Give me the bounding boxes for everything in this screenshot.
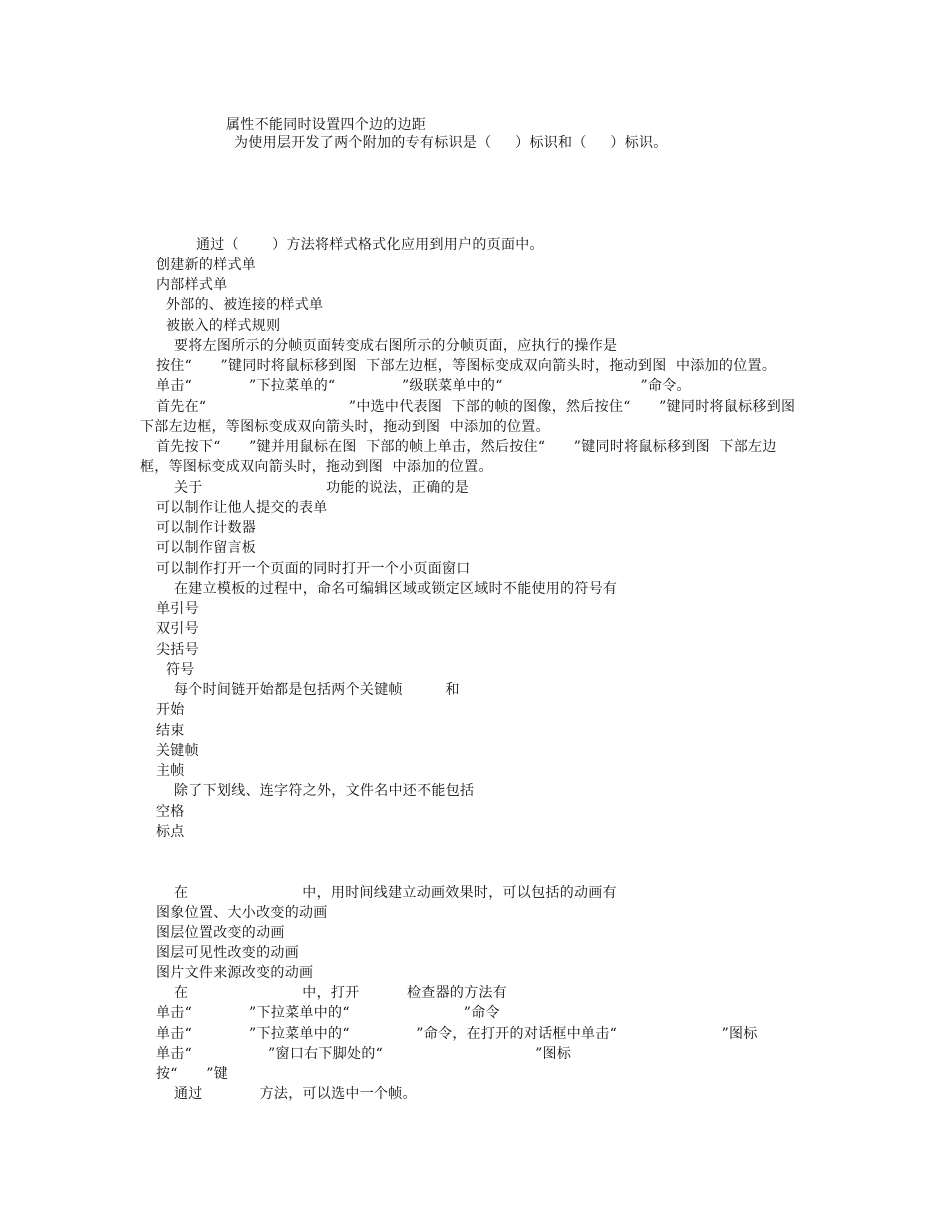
text-line: 结束 xyxy=(156,723,185,739)
text-line: 图片文件来源改变的动画 xyxy=(156,965,314,981)
text-line: 被嵌入的样式规则 xyxy=(166,318,281,334)
text-line: 按住“ ”键同时将鼠标移到图 下部左边框，等图标变成双向箭头时，拖动到图 中添加的位置。 xyxy=(156,358,777,374)
text-line: 可以制作留言板 xyxy=(156,540,257,556)
text-line: 下部左边框，等图标变成双向箭头时，拖动到图 中添加的位置。 xyxy=(140,419,550,435)
text-line: 要将左图所示的分帧页面转变成右图所示的分帧页面，应执行的操作是 xyxy=(174,338,618,354)
text-line: 首先在“ ”中选中代表图 下部的帧的图像，然后按住“ ”键同时将鼠标移到图 xyxy=(156,399,796,415)
text-line: 标点 xyxy=(156,824,185,840)
text-line: 单击“ ”下拉菜单中的“ ”命令 xyxy=(156,1005,500,1021)
text-line: 单击“ ”下拉菜单中的“ ”命令，在打开的对话框中单击“ ”图标 xyxy=(156,1026,758,1042)
text-line: 关键帧 xyxy=(156,743,199,759)
text-line: 每个时间链开始都是包括两个关键帧 和 xyxy=(174,682,460,698)
text-line: 单击“ ”窗口右下脚处的“ ”图标 xyxy=(156,1046,572,1062)
text-line: 主帧 xyxy=(156,763,185,779)
text-line: 空格 xyxy=(156,804,185,820)
text-line: 图层可见性改变的动画 xyxy=(156,945,299,961)
text-line: 开始 xyxy=(156,702,185,718)
text-line: 尖括号 xyxy=(156,642,199,658)
text-line: 为使用层开发了两个附加的专有标识是（ ）标识和（ ）标识。 xyxy=(234,135,668,151)
text-line: 创建新的样式单 xyxy=(156,257,257,273)
text-line: 图象位置、大小改变的动画 xyxy=(156,905,328,921)
text-line: 在 中，用时间线建立动画效果时，可以包括的动画有 xyxy=(174,885,617,901)
text-line: 通过（ ）方法将样式格式化应用到用户的页面中。 xyxy=(196,237,544,253)
text-line: 可以制作打开一个页面的同时打开一个小页面窗口 xyxy=(156,561,471,577)
text-line: 图层位置改变的动画 xyxy=(156,925,285,941)
text-line: 关于 功能的说法，正确的是 xyxy=(174,480,470,496)
text-line: 框，等图标变成双向箭头时，拖动到图 中添加的位置。 xyxy=(140,459,493,475)
text-line: 在 中，打开 检查器的方法有 xyxy=(174,985,508,1001)
text-line: 双引号 xyxy=(156,621,199,637)
text-line: 单击“ ”下拉菜单的“ ”级联菜单中的“ ”命令。 xyxy=(156,378,691,394)
text-line: 符号 xyxy=(166,662,195,678)
text-line: 在建立模板的过程中，命名可编辑区域或锁定区域时不能使用的符号有 xyxy=(174,581,618,597)
text-line: 可以制作让他人提交的表单 xyxy=(156,500,328,516)
text-line: 除了下划线、连字符之外，文件名中还不能包括 xyxy=(174,783,475,799)
text-line: 可以制作计数器 xyxy=(156,520,257,536)
text-line: 单引号 xyxy=(156,601,199,617)
text-line: 外部的、被连接的样式单 xyxy=(166,297,324,313)
text-line: 首先按下“ ”键并用鼠标在图 下部的帧上单击，然后按住“ ”键同时将鼠标移到图 下部左边 xyxy=(156,439,777,455)
text-line: 属性不能同时设置四个边的边距 xyxy=(226,117,427,133)
text-line: 内部样式单 xyxy=(156,277,228,293)
text-line: 按“ ”键 xyxy=(156,1066,229,1082)
text-line: 通过 方法，可以选中一个帧。 xyxy=(174,1086,417,1102)
